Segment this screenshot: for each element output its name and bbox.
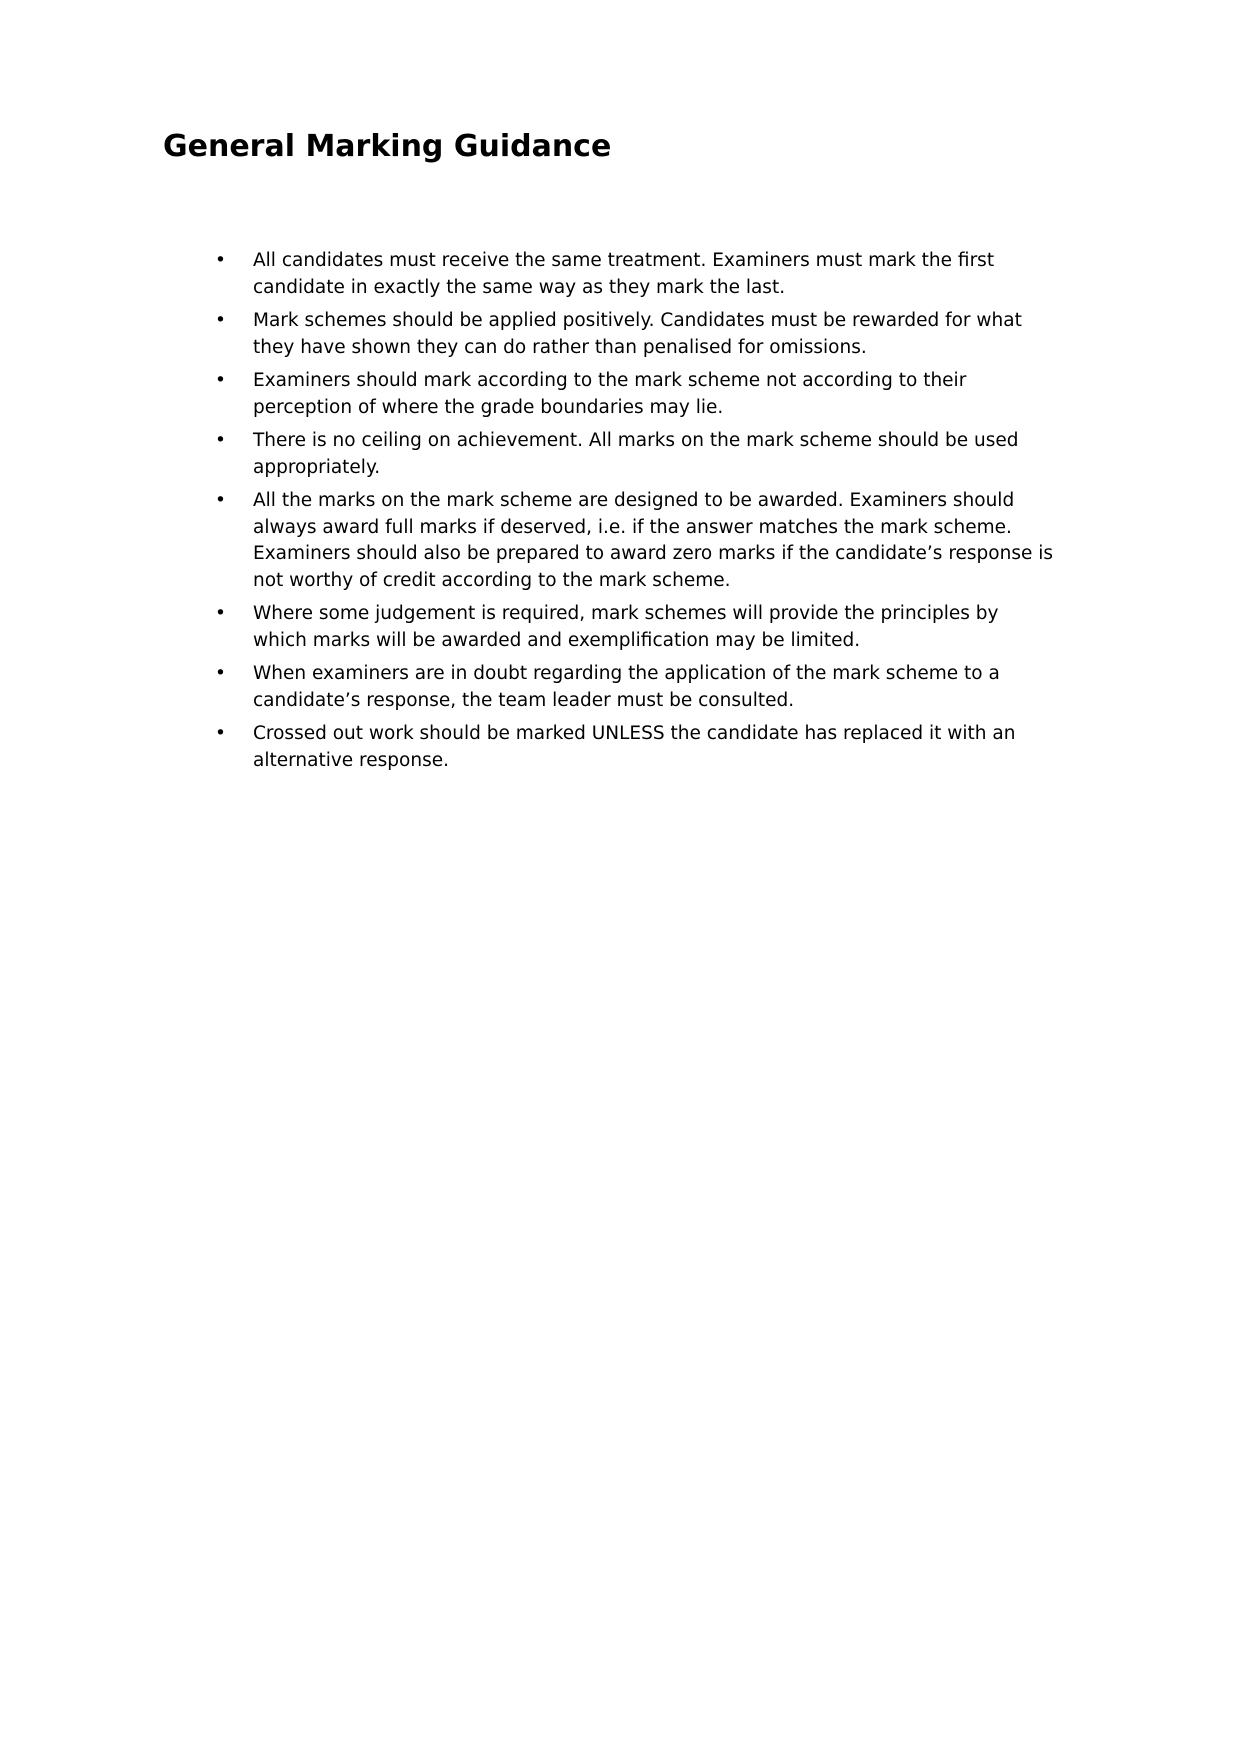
bullet-icon: • — [215, 430, 226, 451]
guidance-list — [215, 248, 1055, 781]
bullet-icon: • — [215, 603, 226, 624]
list-item-text: All the marks on the mark scheme are designed to be awarded. Examiners should always award full marks if deserved, i.e. if the answer matches the mark scheme. Examiners should also be prepared to award zero marks if the candidate’s response is not worthy of credit according to the mark scheme. — [253, 490, 1054, 591]
list-item — [215, 721, 1055, 774]
list-item-text: All candidates must receive the same treatment. Examiners must mark the first candidate in exactly the same way as they mark the last. — [253, 250, 995, 298]
bullet-icon: • — [215, 723, 226, 744]
list-item-text: Examiners should mark according to the mark scheme not according to their perception of where the grade boundaries may lie. — [253, 370, 967, 418]
list-item — [215, 488, 1055, 594]
bullet-icon: • — [215, 370, 226, 391]
list-item — [215, 601, 1055, 654]
bullet-icon: • — [215, 250, 226, 271]
list-item — [215, 428, 1055, 481]
list-item-text: When examiners are in doubt regarding the application of the mark scheme to a candidate’s response, the team leader must be consulted. — [253, 663, 1000, 711]
bullet-icon: • — [215, 663, 226, 684]
list-item-text: Crossed out work should be marked UNLESS the candidate has replaced it with an alternative response. — [253, 723, 1016, 771]
list-item — [215, 368, 1055, 421]
list-item — [215, 248, 1055, 301]
bullet-icon: • — [215, 490, 226, 511]
list-item-text: There is no ceiling on achievement. All marks on the mark scheme should be used appropriately. — [253, 430, 1019, 478]
bullet-icon: • — [215, 310, 226, 331]
list-item-text: Mark schemes should be applied positively. Candidates must be rewarded for what they have shown they can do rather than penalised for omissions. — [253, 310, 1022, 358]
list-item-text: Where some judgement is required, mark schemes will provide the principles by which marks will be awarded and exemplification may be limited. — [253, 603, 999, 651]
page-title: General Marking Guidance — [163, 129, 612, 164]
list-item — [215, 661, 1055, 714]
list-item — [215, 308, 1055, 361]
